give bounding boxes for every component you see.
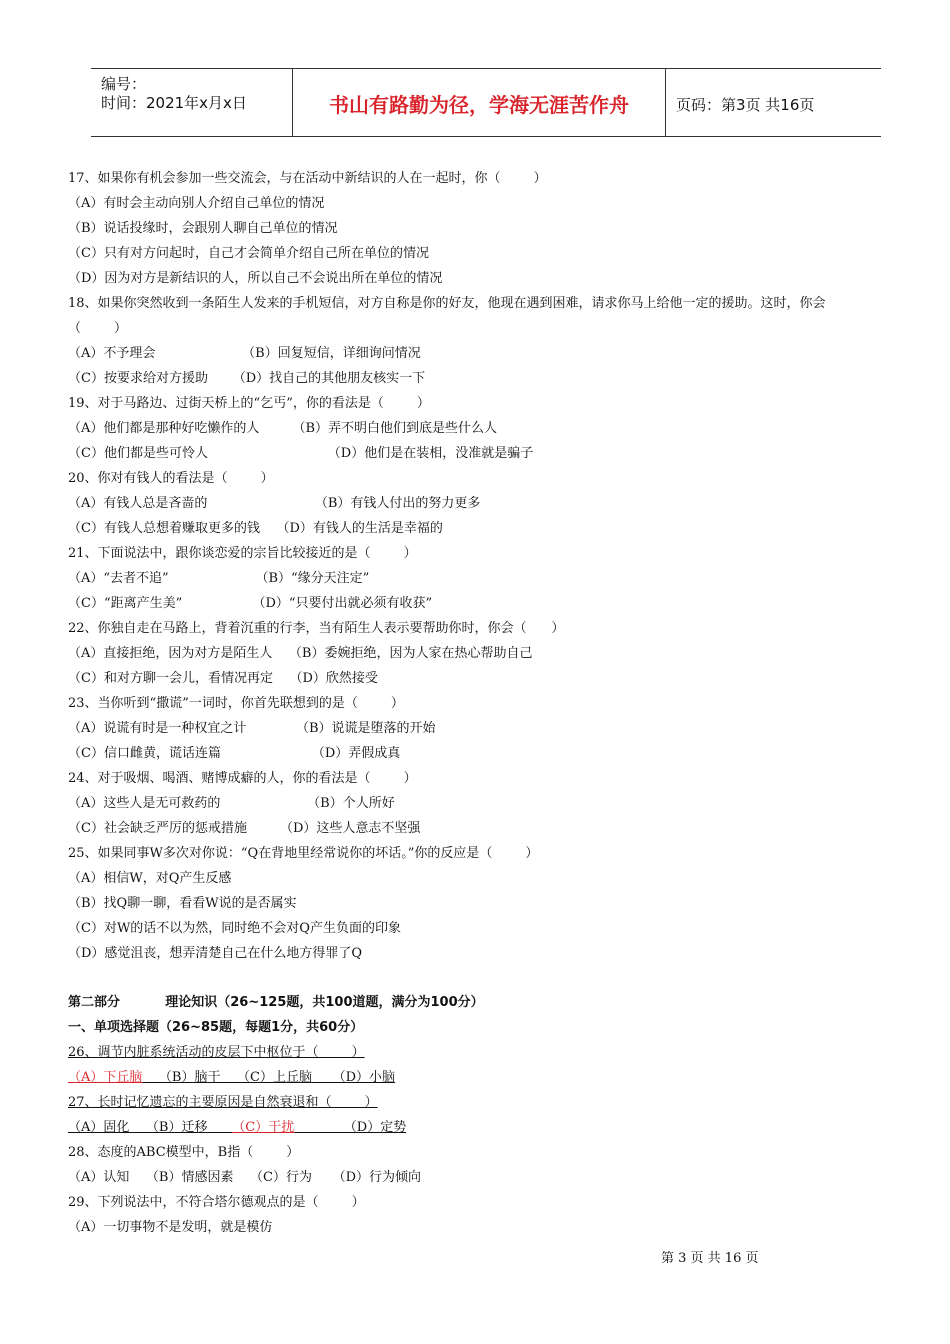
page-label: 页码：第3页 共16页 <box>676 96 815 114</box>
line-text: （C）信口雌黄，谎话连篇 （D）弄假成真 <box>68 746 401 761</box>
text-line <box>68 270 442 288</box>
text-line <box>68 420 497 438</box>
text-line <box>68 795 395 813</box>
line-text: （A）说谎有时是一种权宜之计 （B）说谎是堕落的开始 <box>68 721 436 736</box>
text-line <box>68 245 429 263</box>
text-line <box>68 695 404 713</box>
line-text: （C）社会缺乏严厉的惩戒措施 （D）这些人意志不坚强 <box>68 821 421 836</box>
line-text: 21、下面说法中，跟你谈恋爱的宗旨比较接近的是（ ） <box>68 546 417 561</box>
section-heading <box>68 1019 363 1037</box>
time-label: 时间：2021年x月x日 <box>101 94 247 112</box>
text-line <box>68 770 417 788</box>
line-text: 19、对于马路边、过街天桥上的“乞丐”，你的看法是（ ） <box>68 396 430 411</box>
line-text: （A）直接拒绝，因为对方是陌生人 （B）委婉拒绝，因为人家在热心帮助自己 <box>68 646 533 661</box>
line-text: （ ） <box>68 321 128 336</box>
line-text: （A）“去者不追” （B）“缘分天注定” <box>68 571 370 586</box>
line-text: 17、如果你有机会参加一些交流会，与在活动中新结识的人在一起时，你（ ） <box>68 171 547 186</box>
header-middle-cell <box>293 69 666 136</box>
motto: 书山有路勤为径，学海无涯苦作舟 <box>329 93 629 117</box>
text-line <box>68 520 443 538</box>
line-text: 25、如果同事W多次对你说：“Q在背地里经常说你的坏话。”你的反应是（ ） <box>68 846 539 861</box>
text-line <box>68 845 538 863</box>
text-line <box>68 1119 406 1137</box>
line-text: （A）认知 （B）情感因素 （C）行为 （D）行为倾向 <box>68 1170 422 1185</box>
text-line <box>68 220 338 238</box>
text-line <box>68 570 369 588</box>
section-heading <box>68 994 484 1012</box>
text-line <box>68 945 362 963</box>
line-text: 28、态度的ABC模型中，B指（ ） <box>68 1145 300 1160</box>
text-line <box>68 495 480 513</box>
text-line <box>68 1194 365 1212</box>
text-line <box>68 470 274 488</box>
line-text: 27、长时记忆遗忘的主要原因是自然衰退和（ ） <box>68 1095 378 1110</box>
text-line <box>68 1169 421 1187</box>
line-text: （B）说话投缘时，会跟别人聊自己单位的情况 <box>68 221 338 236</box>
line-text: （C）只有对方问起时，自己才会简单介绍自己所在单位的情况 <box>68 246 429 261</box>
text-line <box>68 620 564 638</box>
line-text: 23、当你听到“撒谎”一词时，你首先联想到的是（ ） <box>68 696 404 711</box>
line-text: （B）脑干 （C）上丘脑 （D）小脑 <box>142 1070 396 1085</box>
text-line <box>68 370 425 388</box>
line-text: 29、下列说法中，不符合塔尔德观点的是（ ） <box>68 1195 365 1210</box>
text-line <box>68 1044 365 1062</box>
text-line <box>68 1069 395 1087</box>
text-line <box>68 545 417 563</box>
answer-text: （A）下丘脑 <box>68 1070 143 1085</box>
text-line <box>68 295 826 313</box>
line-text: （A）固化 （B）迁移 <box>68 1120 233 1135</box>
text-line <box>68 170 547 188</box>
line-text: （D）定势 <box>294 1120 407 1135</box>
text-line <box>68 1094 378 1112</box>
text-line <box>68 595 432 613</box>
text-line <box>68 395 430 413</box>
text-line <box>68 1144 299 1162</box>
code-label: 编号： <box>101 75 147 93</box>
text-line <box>68 645 532 663</box>
line-text: （A）一切事物不是发明，就是模仿 <box>68 1220 273 1235</box>
text-line <box>68 345 421 363</box>
text-line <box>68 670 378 688</box>
text-line <box>68 895 297 913</box>
text-line <box>68 820 420 838</box>
text-line <box>68 445 533 463</box>
line-text: （D）感觉沮丧，想弄清楚自己在什么地方得罪了Q <box>68 946 363 961</box>
line-text: （C）“距离产生美” （D）“只要付出就必须有收获” <box>68 596 433 611</box>
line-text: （B）找Q聊一聊，看看W说的是否属实 <box>68 896 297 911</box>
line-text: 18、如果你突然收到一条陌生人发来的手机短信，对方自称是你的好友，他现在遇到困难，请求你马上给他一定的援助。这时，你会 <box>68 296 826 311</box>
line-text: 26、调节内脏系统活动的皮层下中枢位于（ ） <box>68 1045 365 1060</box>
line-text: （A）相信W，对Q产生反感 <box>68 871 232 886</box>
line-text: （C）和对方聊一会儿，看情况再定 （D）欣然接受 <box>68 671 378 686</box>
line-text: （A）有时会主动向别人介绍自己单位的情况 <box>68 196 325 211</box>
line-text: （D）因为对方是新结识的人，所以自己不会说出所在单位的情况 <box>68 271 443 286</box>
header-right-cell <box>666 69 881 136</box>
header-left-cell <box>91 69 293 136</box>
line-text: 第二部分 理论知识（26~125题，共100道题，满分为100分） <box>68 995 484 1010</box>
text-line <box>68 745 400 763</box>
answer-text: （C）干扰 <box>232 1120 295 1135</box>
text-line <box>68 870 231 888</box>
line-text: （A）这些人是无可救药的 （B）个人所好 <box>68 796 395 811</box>
line-text: （A）他们都是那种好吃懒作的人 （B）弄不明白他们到底是些什么人 <box>68 421 498 436</box>
line-text: （C）对W的话不以为然，同时绝不会对Q产生负面的印象 <box>68 921 401 936</box>
line-text: 20、你对有钱人的看法是（ ） <box>68 471 274 486</box>
line-text: 24、对于吸烟、喝酒、赌博成癖的人，你的看法是（ ） <box>68 771 417 786</box>
text-line <box>68 1219 272 1237</box>
header-table <box>91 68 881 137</box>
line-text: （A）有钱人总是吝啬的 （B）有钱人付出的努力更多 <box>68 496 481 511</box>
line-text: （C）有钱人总想着赚取更多的钱 （D）有钱人的生活是幸福的 <box>68 521 443 536</box>
line-text: （C）按要求给对方援助 （D）找自己的其他朋友核实一下 <box>68 371 426 386</box>
page-footer: 第 3 页 共 16 页 <box>661 1251 759 1266</box>
line-text: （A）不予理会 （B）回复短信，详细询问情况 <box>68 346 421 361</box>
text-line <box>68 920 401 938</box>
line-text: （C）他们都是些可怜人 （D）他们是在装相，没准就是骗子 <box>68 446 534 461</box>
text-line <box>68 720 436 738</box>
line-text: 22、你独自走在马路上，背着沉重的行李，当有陌生人表示要帮助你时，你会（ ） <box>68 621 565 636</box>
line-text: 一、单项选择题（26~85题，每题1分，共60分） <box>68 1020 364 1035</box>
text-line <box>68 195 324 213</box>
text-line <box>68 320 127 338</box>
